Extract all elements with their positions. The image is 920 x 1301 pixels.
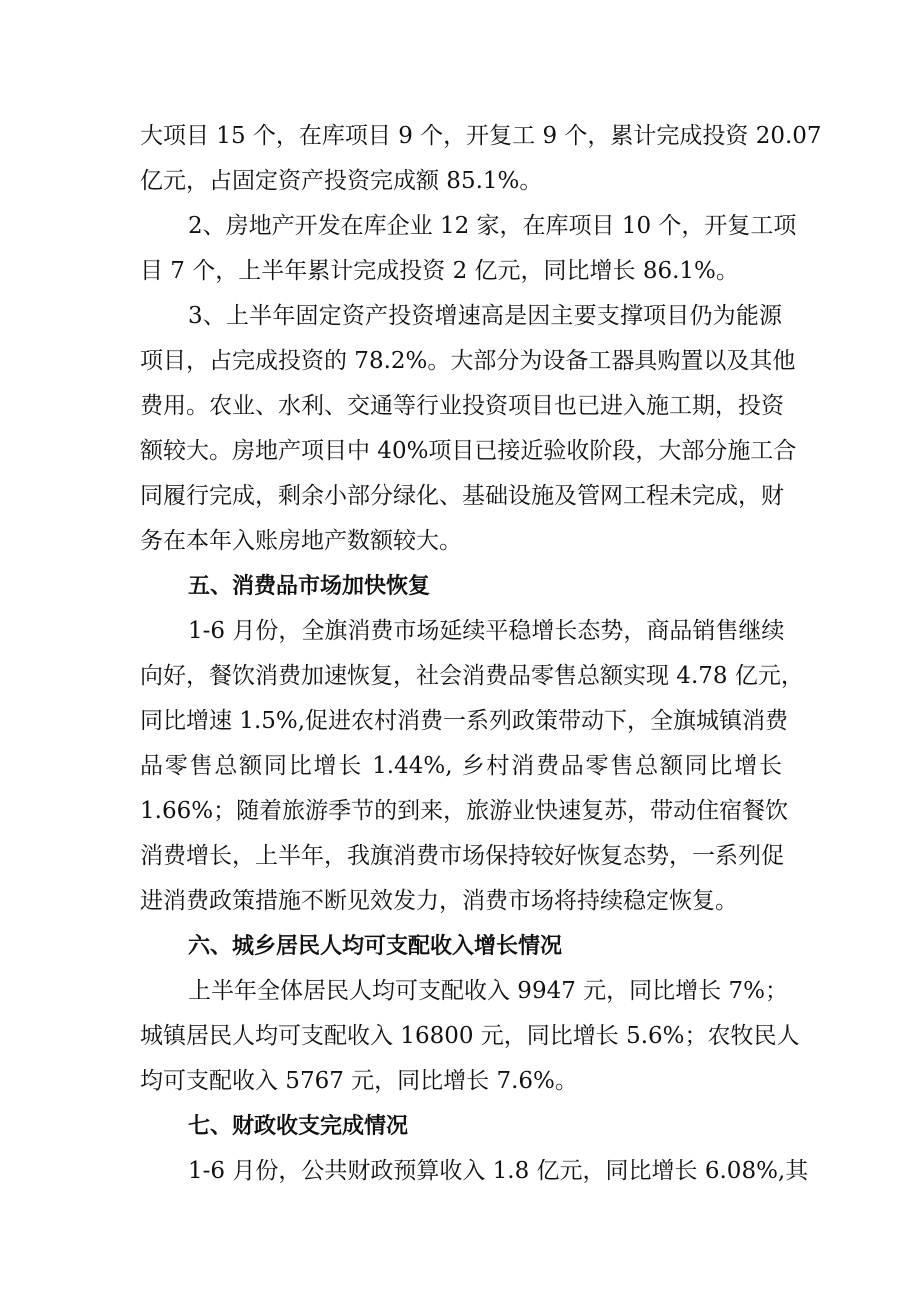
text-line: 消费增长，上半年，我旗消费市场保持较好恢复态势，一系列促	[140, 843, 784, 869]
section-heading: 六、城乡居民人均可支配收入增长情况	[188, 934, 563, 959]
section-heading: 七、财政收支完成情况	[188, 1114, 409, 1139]
text-line: 额较大。房地产项目中 40%项目已接近验收阶段，大部分施工合	[140, 438, 797, 464]
text-line: 均可支配收入 5767 元，同比增长 7.6%。	[140, 1068, 578, 1094]
text-line: 项目，占完成投资的 78.2%。大部分为设备工器具购置以及其他	[140, 348, 796, 374]
text-line: 大项目 15 个，在库项目 9 个，开复工 9 个，累计完成投资 20.07	[140, 123, 822, 149]
text-line: 城镇居民人均可支配收入 16800 元，同比增长 5.6%；农牧民人	[140, 1023, 800, 1049]
text-line: 1.66%；随着旅游季节的到来，旅游业快速复苏，带动住宿餐饮	[140, 798, 789, 824]
text-line: 上半年全体居民人均可支配收入 9947 元，同比增长 7%；	[188, 978, 788, 1004]
text-line: 3、上半年固定资产投资增速高是因主要支撑项目仍为能源	[188, 303, 782, 329]
text-line: 1-6 月份，全旗消费市场延续平稳增长态势，商品销售继续	[188, 618, 785, 644]
text-line: 亿元，占固定资产投资完成额 85.1%。	[140, 168, 543, 194]
text-line: 务在本年入账房地产数额较大。	[140, 528, 462, 554]
text-line: 同履行完成，剩余小部分绿化、基础设施及管网工程未完成，财	[140, 483, 784, 509]
section-heading: 五、消费品市场加快恢复	[188, 574, 431, 599]
text-line: 费用。农业、水利、交通等行业投资项目也已进入施工期，投资	[140, 393, 784, 419]
text-line: 品零售总额同比增长 1.44%, 乡村消费品零售总额同比增长	[140, 753, 782, 779]
text-line: 目 7 个，上半年累计完成投资 2 亿元，同比增长 86.1%。	[140, 258, 739, 284]
text-line: 1-6 月份，公共财政预算收入 1.8 亿元，同比增长 6.08%,其	[188, 1158, 809, 1184]
text-line: 进消费政策措施不断见效发力，消费市场将持续稳定恢复。	[140, 888, 738, 914]
text-line: 向好，餐饮消费加速恢复，社会消费品零售总额实现 4.78 亿元，	[140, 663, 804, 689]
text-line: 2、房地产开发在库企业 12 家，在库项目 10 个，开复工项	[188, 213, 797, 239]
text-line: 同比增速 1.5%,促进农村消费一系列政策带动下，全旗城镇消费	[140, 708, 789, 734]
document-body	[140, 114, 822, 1194]
